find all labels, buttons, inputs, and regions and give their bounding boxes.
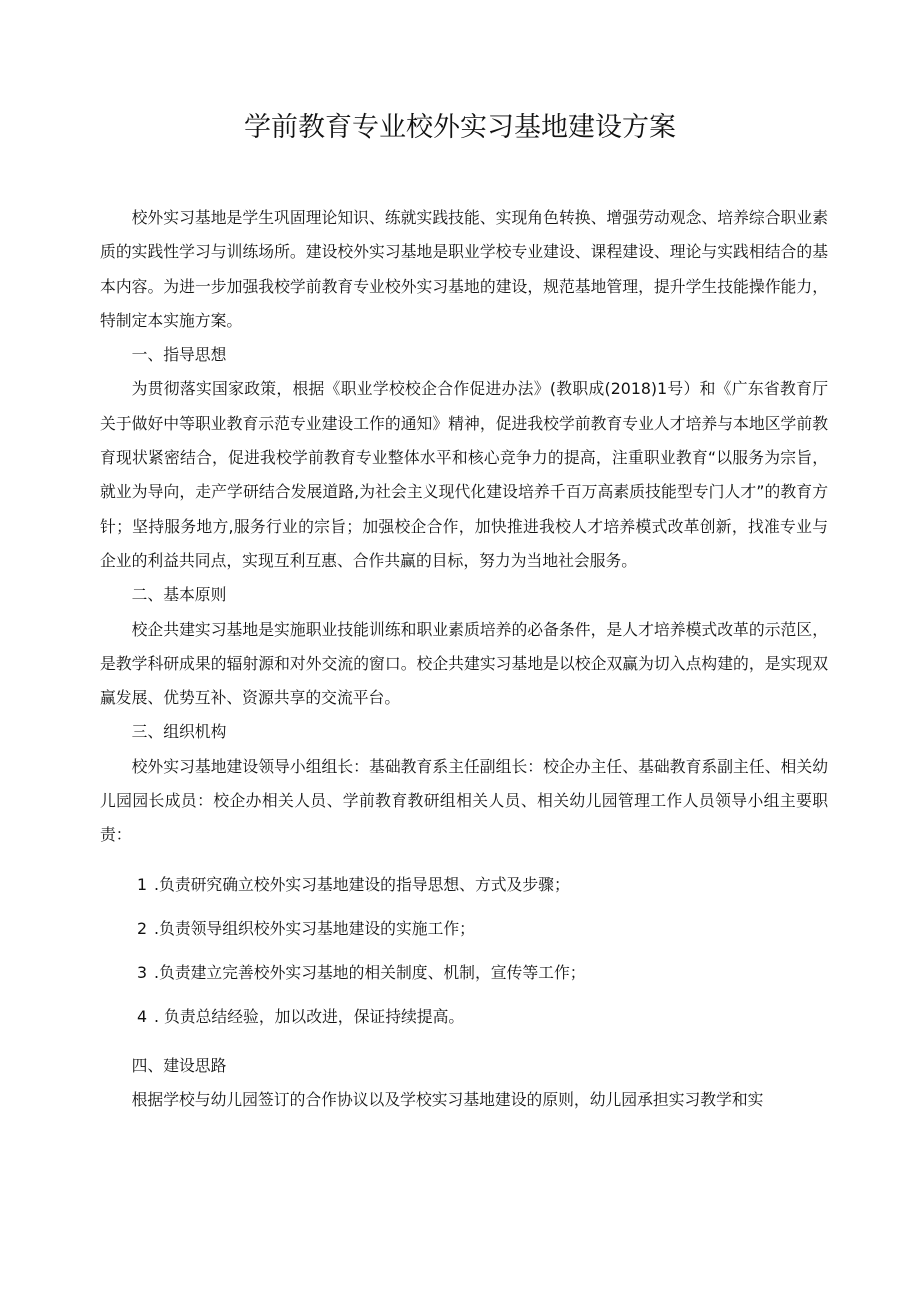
duty-list-item	[100, 951, 828, 995]
duty-text: .负责建立完善校外实习基地的相关制度、机制，宣传等工作；	[154, 962, 586, 982]
section-text-guiding-ideology: 为贯彻落实国家政策，根据《职业学校校企合作促进办法》(教职成(2018)1号）和《广东省教育厅关于做好中等职业教育示范专业建设工作的通知》精神，促进我校学前教育专业人才培养与本地区学前教育现状紧密结合，促进我校学前教育专业整体水平和核心竞争力的提高，注重职业教育“以服务为宗旨，就业为导向，走产学研结合发展道路,为社会主义现代化建设培养千百万高素质技能型专门人才”的教育方针；坚持服务地方,服务行业的宗旨；加强校企合作，加快推进我校人才培养模式改革创新，找准专业与企业的利益共同点，实现互利互惠、合作共赢的目标，努力为当地社会服务。	[100, 379, 828, 570]
duty-list-item	[100, 863, 828, 907]
section-heading-guiding-ideology: 一、指导思想	[131, 345, 227, 365]
duty-text: .负责领导组织校外实习基地建设的实施工作；	[154, 918, 475, 938]
section-heading-organization: 三、组织机构	[131, 722, 227, 742]
section-text-construction-ideas: 根据学校与幼儿园签订的合作协议以及学校实习基地建设的原则，幼儿园承担实习教学和实	[131, 1089, 764, 1109]
list-top-spacer	[100, 853, 828, 863]
duty-list-item	[100, 907, 828, 951]
list-bottom-spacer	[100, 1039, 828, 1049]
section-heading-construction-ideas: 四、建设思路	[131, 1055, 227, 1075]
duty-number: 4	[137, 1006, 148, 1026]
section-heading-basic-principles: 二、基本原则	[131, 585, 227, 605]
document-title: 学前教育专业校外实习基地建设方案	[244, 112, 676, 143]
duty-number: 3	[137, 962, 148, 982]
document-body	[100, 201, 828, 1117]
duty-number: 2	[137, 918, 148, 938]
duty-text: .负责研究确立校外实习基地建设的指导思想、方式及步骤；	[154, 874, 570, 894]
section-text-organization: 校外实习基地建设领导小组组长：基础教育系主任副组长：校企办主任、基础教育系副主任、相关幼儿园园长成员：校企办相关人员、学前教育教研组相关人员、相关幼儿园管理工作人员领导小组主要职责：	[100, 756, 828, 845]
duty-text: . 负责总结经验，加以改进，保证持续提高。	[154, 1006, 465, 1026]
duty-number: 1	[137, 874, 148, 894]
section-text-basic-principles: 校企共建实习基地是实施职业技能训练和职业素质培养的必备条件，是人才培养模式改革的示范区，是教学科研成果的辐射源和对外交流的窗口。校企共建实习基地是以校企双赢为切入点构建的，是实现双赢发展、优势互补、资源共享的交流平台。	[100, 619, 828, 708]
intro-paragraph: 校外实习基地是学生巩固理论知识、练就实践技能、实现角色转换、增强劳动观念、培养综合职业素质的实践性学习与训练场所。建设校外实习基地是职业学校专业建设、课程建设、理论与实践相结合的基本内容。为进一步加强我校学前教育专业校外实习基地的建设，规范基地管理，提升学生技能操作能力，特制定本实施方案。	[100, 208, 828, 330]
duty-list-item	[100, 995, 828, 1039]
